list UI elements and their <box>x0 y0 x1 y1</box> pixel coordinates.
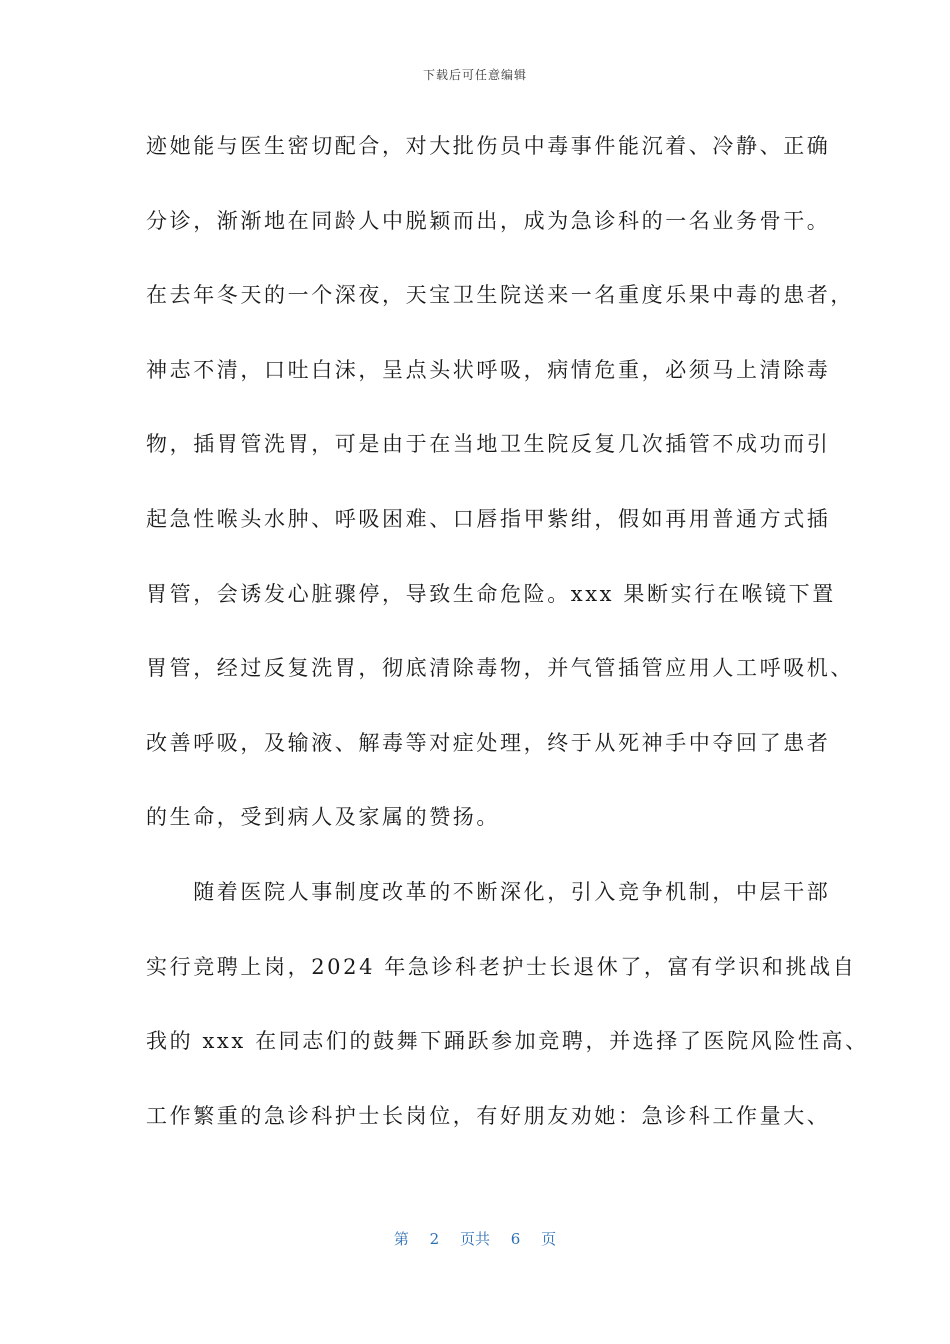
text-line: 随着医院人事制度改革的不断深化，引入竞争机制，中层干部 <box>146 879 831 904</box>
text-line: 起急性喉头水肿、呼吸困难、口唇指甲紫绀，假如再用普通方式插 <box>146 506 831 531</box>
footer-middle: 页共 <box>459 1230 490 1248</box>
page-footer <box>0 1228 950 1249</box>
text-line: 实行竞聘上岗，2024 年急诊科老护士长退休了，富有学识和挑战自 <box>146 954 857 979</box>
page-header: 下载后可任意编辑 <box>422 68 527 82</box>
footer-total-pages: 6 <box>510 1230 521 1248</box>
text-line: 在去年冬天的一个深夜，天宝卫生院送来一名重度乐果中毒的患者， <box>146 283 854 308</box>
text-line: 迹她能与医生密切配合，对大批伤员中毒事件能沉着、冷静、正确 <box>146 134 831 158</box>
document-body <box>146 120 869 1164</box>
text-line: 工作繁重的急诊科护士长岗位，有好朋友劝她：急诊科工作量大、 <box>146 1103 831 1128</box>
text-line: 改善呼吸，及输液、解毒等对症处理，终于从死神手中夺回了患者 <box>146 730 831 755</box>
text-line: 胃管，会诱发心脏骤停，导致生命危险。xxx 果断实行在喉镜下置 <box>146 581 836 606</box>
text-line: 的生命，受到病人及家属的赞扬。 <box>146 805 500 830</box>
footer-suffix: 页 <box>541 1230 557 1248</box>
text-line: 我的 xxx 在同志们的鼓舞下踊跃参加竞聘，并选择了医院风险性高、 <box>146 1029 869 1054</box>
footer-prefix: 第 <box>393 1230 409 1248</box>
footer-current-page: 2 <box>429 1230 440 1248</box>
text-line: 分诊，渐渐地在同龄人中脱颖而出，成为急诊科的一名业务骨干。 <box>146 208 831 233</box>
text-line: 胃管，经过反复洗胃，彻底清除毒物，并气管插管应用人工呼吸机、 <box>146 656 854 681</box>
text-line: 物，插胃管洗胃，可是由于在当地卫生院反复几次插管不成功而引 <box>146 432 831 457</box>
text-line: 神志不清，口吐白沫，呈点头状呼吸，病情危重，必须马上清除毒 <box>146 357 831 382</box>
